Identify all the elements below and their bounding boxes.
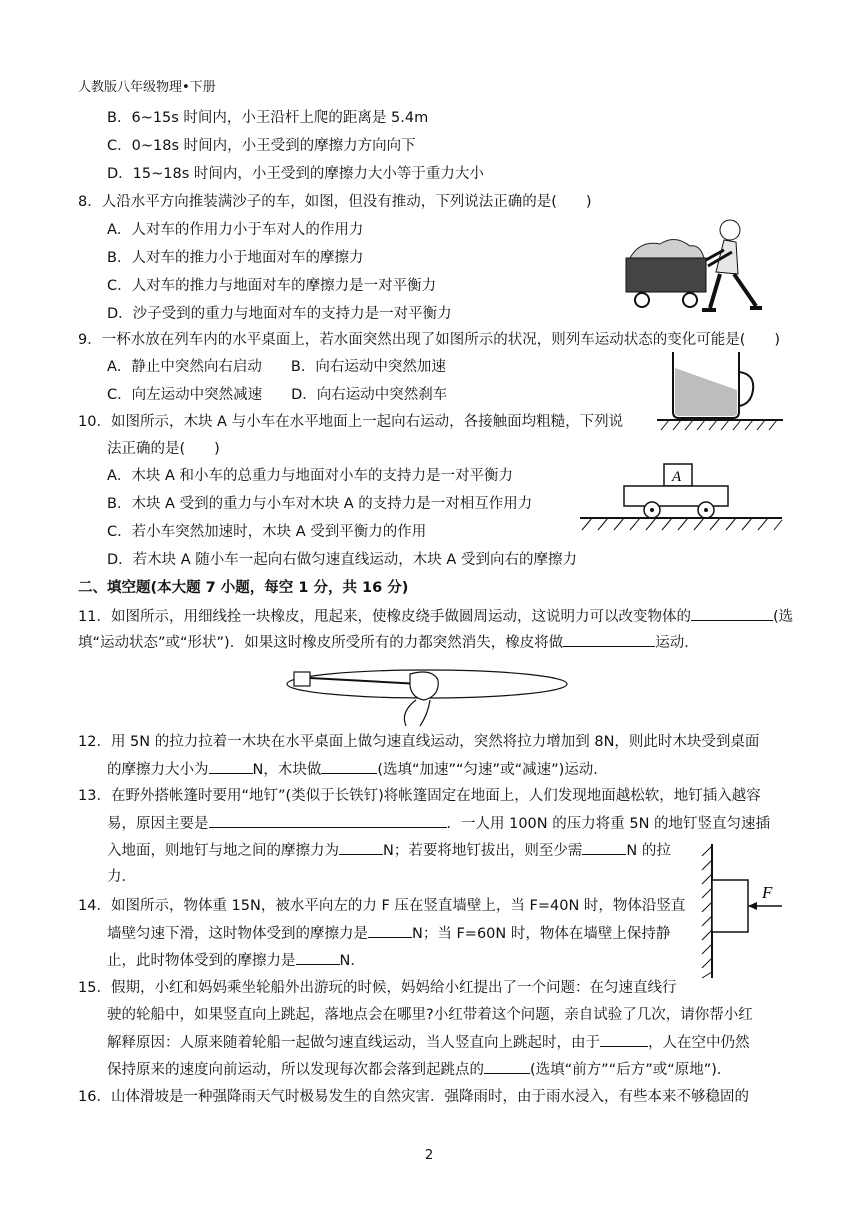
q13-text-4: N；若要将地钉拔出，则至少需: [383, 843, 583, 859]
q15-blank-2[interactable]: [484, 1059, 530, 1074]
q10-stem: 10．如图所示，木块 A 与小车在水平地面上一起向右运动，各接触面均粗糙，下列说: [78, 414, 624, 430]
cart-block-figure: [578, 460, 784, 540]
q11-blank-2[interactable]: [563, 632, 655, 647]
block-a-label: A: [672, 469, 682, 485]
q10-option-a: A．木块 A 和小车的总重力与地面对小车的支持力是一对平衡力: [107, 468, 514, 484]
q12-blank-1[interactable]: [209, 759, 253, 774]
q8-option-d: D．沙子受到的重力与地面对车的支持力是一对平衡力: [107, 306, 452, 322]
q13-text-3: 入地面，则地钉与地之间的摩擦力为: [107, 843, 339, 859]
pushing-cart-figure: [620, 210, 765, 318]
q8-option-b: B．人对车的推力小于地面对车的摩擦力: [107, 250, 364, 266]
q15-line3: [107, 1032, 750, 1053]
q14-blank-1[interactable]: [368, 923, 412, 938]
q13-blank-1[interactable]: [209, 813, 447, 828]
beaker-figure: [655, 350, 785, 432]
q7-option-b: B．6~15s 时间内，小王沿杆上爬的距离是 5.4m: [107, 110, 429, 126]
q11-line1: [78, 606, 793, 627]
q12-text-2: N，木块做: [252, 762, 322, 778]
q10-option-d: D．若木块 A 随小车一起向右做匀速直线运动，木块 A 受到向右的摩擦力: [107, 552, 577, 568]
eraser-circle-figure: [282, 660, 572, 728]
q7-option-c: C．0~18s 时间内，小王受到的摩擦力方向向下: [107, 138, 416, 154]
q14-line1: 14．如图所示，物体重 15N，被水平向左的力 F 压在竖直墙壁上，当 F=40N 时，物体沿竖直: [78, 898, 686, 914]
q10-option-b: B．木块 A 受到的重力与小车对木块 A 的支持力是一对相互作用力: [107, 496, 533, 512]
q11-line2: [78, 632, 699, 653]
q12-line1: 12．用 5N 的拉力拉着一木块在水平桌面上做匀速直线运动，突然将拉力增加到 8N，则此时木块受到桌面: [78, 734, 760, 750]
q13-text-1: 易，原因主要是: [107, 816, 209, 832]
q15-blank-1[interactable]: [600, 1032, 648, 1047]
q13-line4: 力．: [107, 869, 136, 885]
q14-text-1: 墙壁匀速下滑，这时物体受到的摩擦力是: [107, 926, 368, 942]
q13-line1: 13．在野外搭帐篷时要用“地钉”(类似于长铁钉)将帐篷固定在地面上，人们发现地面越松软，地钉插入越容: [78, 788, 761, 804]
q12-blank-2[interactable]: [321, 759, 377, 774]
q11-blank-1[interactable]: [691, 606, 773, 621]
q15-text-4: (选填“前方”“后方”或“原地”)．: [530, 1062, 732, 1078]
q13-text-5: N 的拉: [626, 843, 671, 859]
q13-blank-2[interactable]: [339, 840, 383, 855]
force-f-label: F: [762, 883, 773, 902]
q12-text-1: 的摩擦力大小为: [107, 762, 209, 778]
q12-text-3: (选填“加速”“匀速”或“减速”)运动．: [377, 762, 608, 778]
q14-line3: [107, 950, 365, 971]
q7-option-d: D．15~18s 时间内，小王受到的摩擦力大小等于重力大小: [107, 166, 484, 182]
q14-line2: [107, 923, 670, 944]
q15-line2: 驶的轮船中，如果竖直向上跳起，落地点会在哪里?小红带着这个问题，亲自试验了几次，请你帮小红: [107, 1007, 753, 1023]
q11-text-3: 填“运动状态”或“形状”)．如果这时橡皮所受所有的力都突然消失，橡皮将做: [78, 635, 564, 651]
q14-blank-2[interactable]: [296, 950, 340, 965]
q15-text-2: ，人在空中仍然: [648, 1035, 750, 1051]
q13-line3: [107, 840, 671, 861]
q11-text-2: (选: [772, 609, 794, 625]
wall-block-figure: [700, 842, 785, 980]
q15-text-1: 解释原因：人原来随着轮船一起做匀速直线运动，当人竖直向上跳起时，由于: [107, 1035, 600, 1051]
q11-text-1: 11．如图所示，用细线拴一块橡皮，甩起来，使橡皮绕手做圆周运动，这说明力可以改变物体的: [78, 609, 691, 625]
q9-options-cd: C．向左运动中突然减速 D．向右运动中突然刹车: [107, 387, 448, 403]
page-header: 人教版八年级物理•下册: [78, 80, 216, 95]
q10-stem-cont: 法正确的是( ): [107, 441, 220, 457]
q13-line2: [107, 813, 770, 834]
q15-line1: 15．假期，小红和妈妈乘坐轮船外出游玩的时候，妈妈给小红提出了一个问题：在匀速直线行: [78, 980, 677, 996]
q8-option-c: C．人对车的推力与地面对车的摩擦力是一对平衡力: [107, 278, 437, 294]
q8-option-a: A．人对车的作用力小于车对人的作用力: [107, 222, 364, 238]
q16-line1: 16．山体滑坡是一种强降雨天气时极易发生的自然灾害．强降雨时，由于雨水浸入，有些本来不够稳固的: [78, 1089, 749, 1105]
q11-text-4: 运动．: [655, 635, 699, 651]
q13-text-2: ．一人用 100N 的压力将重 5N 的地钉竖直匀速插: [446, 816, 771, 832]
page-number: 2: [425, 1148, 434, 1163]
q10-option-c: C．若小车突然加速时，木块 A 受到平衡力的作用: [107, 524, 427, 540]
q8-stem: 8．人沿水平方向推装满沙子的车，如图，但没有推动，下列说法正确的是( ): [78, 194, 592, 210]
q9-options-ab: A．静止中突然向右启动 B．向右运动中突然加速: [107, 359, 446, 375]
q15-line4: [107, 1059, 731, 1080]
q14-text-2: N；当 F=60N 时，物体在墙壁上保持静: [412, 926, 671, 942]
q14-text-4: N．: [339, 953, 365, 969]
q13-blank-3[interactable]: [582, 840, 626, 855]
q14-text-3: 止，此时物体受到的摩擦力是: [107, 953, 296, 969]
q9-stem: 9．一杯水放在列车内的水平桌面上，若水面突然出现了如图所示的状况，则列车运动状态的变化可能是( ): [78, 332, 781, 348]
q15-text-3: 保持原来的速度向前运动，所以发现每次都会落到起跳点的: [107, 1062, 484, 1078]
section-2-title: 二、填空题(本大题 7 小题，每空 1 分，共 16 分): [78, 580, 409, 596]
q12-line2: [107, 759, 608, 780]
